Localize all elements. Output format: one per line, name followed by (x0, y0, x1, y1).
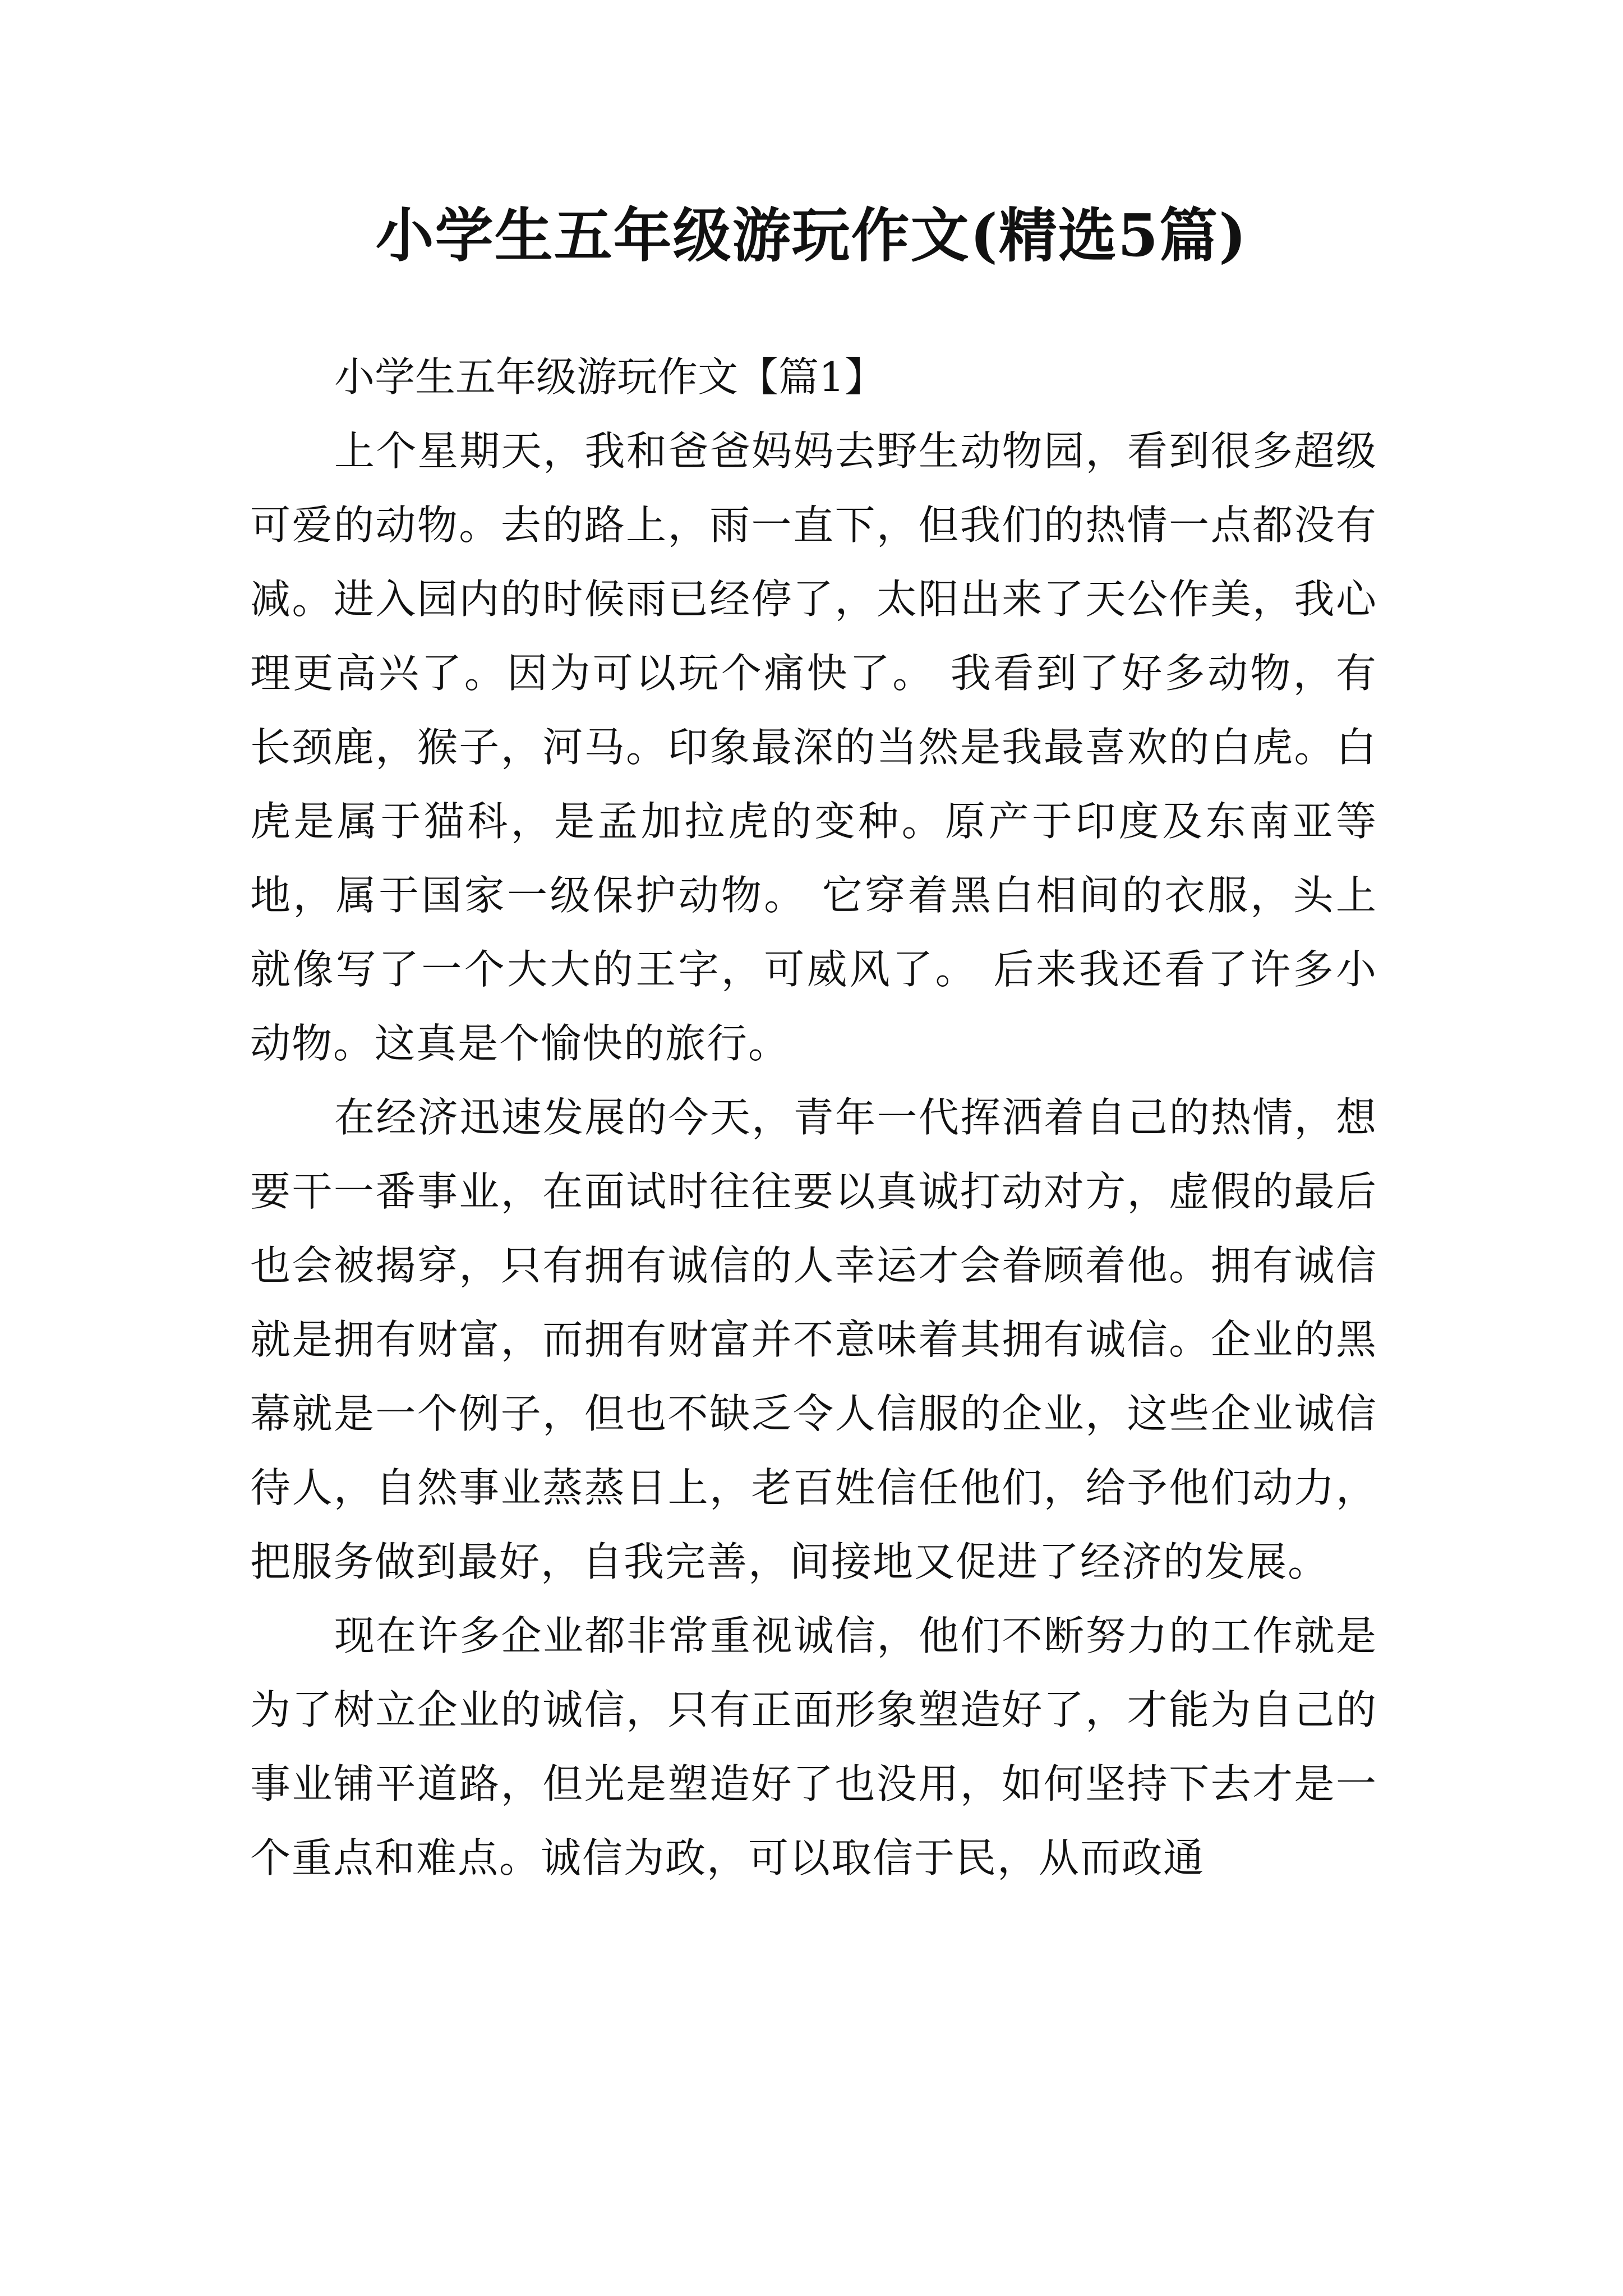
document-title: 小学生五年级游玩作文(精选5篇) (375, 201, 1248, 270)
paragraph-1: 上个星期天，我和爸爸妈妈去野生动物园，看到很多超级可爱的动物。去的路上，雨一直下，但我们的热情一点都没有减。进入园内的时候雨已经停了，太阳出来了天公作美，我心理更高兴了。因为可以玩个痛快了。 我看到了好多动物，有长颈鹿，猴子，河马。印象最深的当然是我最喜欢的白虎。白虎是属于猫科，是孟加拉虎的变种。原产于印度及东南亚等地，属于国家一级保护动物。 它穿着黑白相间的衣服，头上就像写了一个大大的王字，可威风了。 后来我还看了许多小动物。这真是个愉快的旅行。 (250, 427, 1377, 1067)
paragraph-2: 在经济迅速发展的今天，青年一代挥洒着自己的热情，想要干一番事业，在面试时往往要以真诚打动对方，虚假的最后也会被揭穿，只有拥有诚信的人幸运才会眷顾着他。拥有诚信就是拥有财富，而拥有财富并不意味着其拥有诚信。企业的黑幕就是一个例子，但也不缺乏令人信服的企业，这些企业诚信待人，自然事业蒸蒸日上，老百姓信任他们，给予他们动力，把服务做到最好，自我完善，间接地又促进了经济的发展。 (250, 1094, 1377, 1585)
section-heading: 小学生五年级游玩作文【篇1】 (334, 353, 885, 401)
document-body (250, 340, 1377, 1895)
paragraph-3: 现在许多企业都非常重视诚信，他们不断努力的工作就是为了树立企业的诚信，只有正面形象塑造好了，才能为自己的事业铺平道路，但光是塑造好了也没用，如何坚持下去才是一个重点和难点。诚信为政，可以取信于民，从而政通 (250, 1612, 1377, 1881)
